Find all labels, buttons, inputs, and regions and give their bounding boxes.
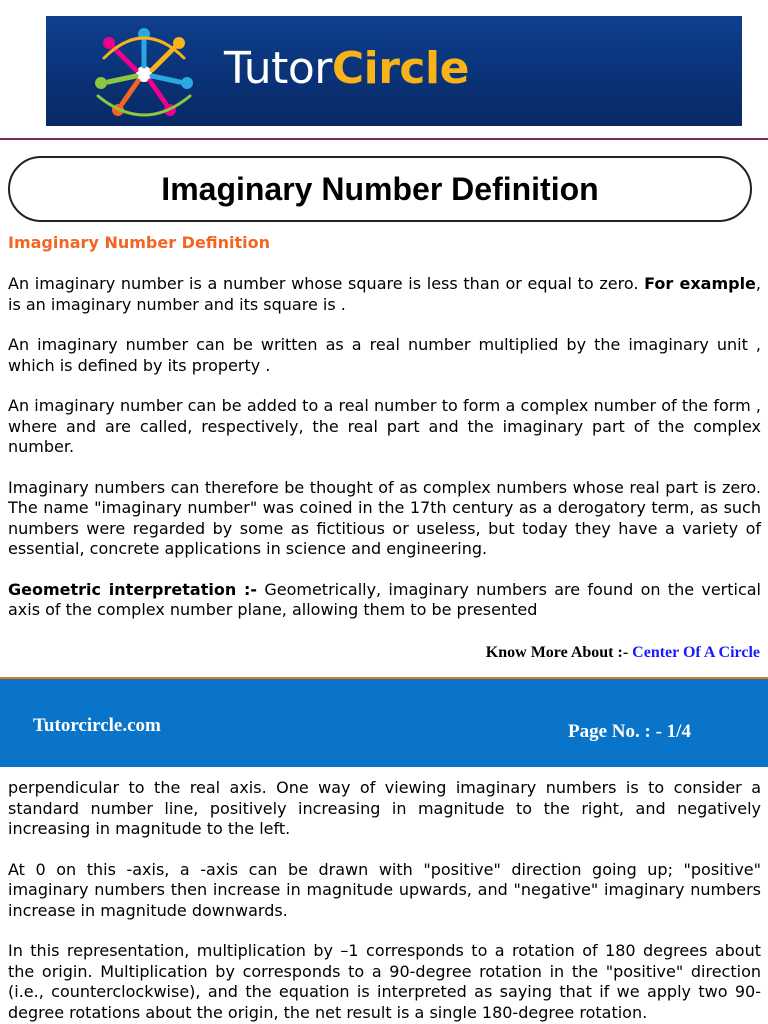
footer-page-number: Page No. : - 1/4 (568, 721, 691, 742)
paragraph (8, 274, 761, 315)
paragraph-text: An imaginary number is a number whose square is less than or equal to zero. (8, 274, 645, 293)
paragraph (8, 478, 761, 560)
paragraph: perpendicular to the real axis. One way of viewing imaginary numbers is to consider a standard number line, positively increasing in magnitude to the right, and negatively increasing in magnitude to the left. (8, 778, 761, 838)
title-box (8, 156, 752, 222)
section-subheading: Imaginary Number Definition (8, 233, 271, 252)
paragraph-text: An imaginary number can be written as a real number multiplied by the imaginary unit , which is defined by its property . (8, 335, 761, 375)
paragraph-text: Imaginary numbers can therefore be thought of as complex numbers whose real part is zero. The name "imaginary number" was coined in the 17th century as a derogatory term, as such numbers were regarded by some as fictitious or useless, but today they have a variety of essential, concrete applications in science and engineering. (8, 477, 761, 558)
paragraph-bold-text: For example (644, 274, 756, 293)
body-text-bottom (8, 778, 761, 1023)
tutorcircle-logo-icon (74, 24, 214, 120)
paragraph (8, 396, 761, 458)
paragraph: In this representation, multiplication by –1 corresponds to a rotation of 180 degrees about the origin. Multiplication by corresponds to a 90-degree rotation in the "positive" direction (i.e., counterclockwise), and the equation is interpreted as saying that if we apply two 90-degree rotations about the origin, the net result is a single 180-degree rotation. (8, 941, 761, 1022)
know-more-link[interactable]: Center Of A Circle (632, 644, 760, 661)
paragraph-text: An imaginary number can be added to a real number to form a complex number of the form , where and are called, respectively, the real part and the imaginary part of the complex number. (8, 396, 761, 456)
footer-site-name: Tutorcircle.com (33, 715, 161, 736)
page-title: Imaginary Number Definition (161, 170, 599, 207)
know-more-label: Know More About :- (485, 644, 633, 661)
paragraph (8, 580, 761, 621)
header-banner (46, 16, 742, 126)
know-more-line (486, 644, 760, 662)
body-text-top (8, 274, 761, 621)
logo-wordmark (224, 42, 469, 96)
footer-bar (0, 677, 768, 767)
header-divider (0, 138, 768, 140)
logo-tutor-text: Tutor (224, 43, 332, 94)
paragraph-bold-text: Geometric interpretation :- (8, 579, 258, 599)
paragraph (8, 335, 761, 376)
paragraph: At 0 on this -axis, a -axis can be drawn with "positive" direction going up; "positive" imaginary numbers then increase in magnitude upwards, and "negative" imaginary numbers increase in magnitude downwards. (8, 859, 761, 920)
logo-circle-text: Circle (331, 43, 469, 94)
paragraph-text: , is an imaginary number and its square is . (8, 274, 761, 314)
paragraph-text: Geometrically, imaginary numbers are found on the vertical axis of the complex number plane, allowing them to be presented (8, 579, 761, 619)
